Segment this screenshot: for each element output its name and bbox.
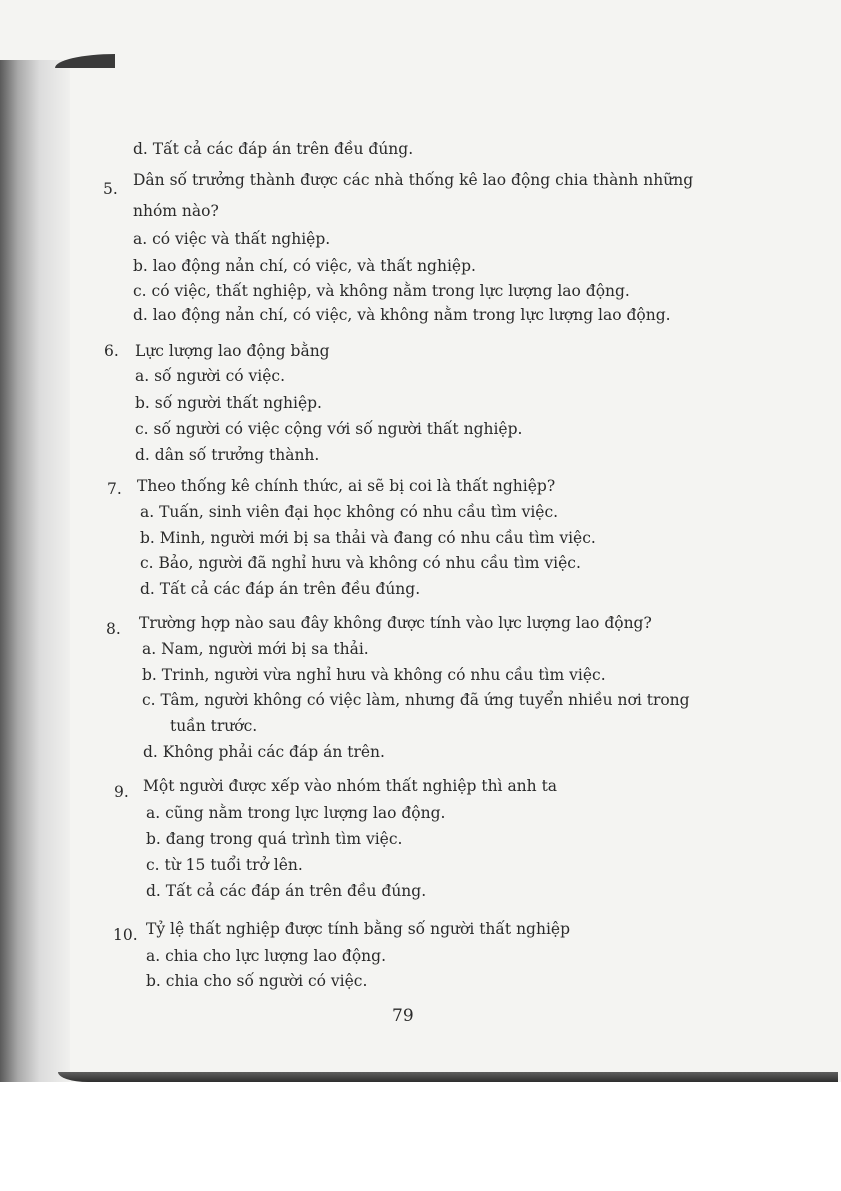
q6-option-c: c. số người có việc cộng với số người thất nghiệp. bbox=[135, 420, 523, 438]
q9-option-a: a. cũng nằm trong lực lượng lao động. bbox=[146, 804, 446, 822]
q9-stem: Một người được xếp vào nhóm thất nghiệp thì anh ta bbox=[143, 777, 558, 795]
q8-option-c-line2: tuần trước. bbox=[170, 717, 258, 735]
q7-stem: Theo thống kê chính thức, ai sẽ bị coi là thất nghiệp? bbox=[137, 477, 556, 495]
q10-number: 10. bbox=[113, 926, 138, 944]
q4-option-d: d. Tất cả các đáp án trên đều đúng. bbox=[133, 140, 414, 158]
q5-option-d: d. lao động nản chí, có việc, và không nằm trong lực lượng lao động. bbox=[133, 306, 671, 324]
q7-number: 7. bbox=[107, 480, 122, 498]
q8-option-b: b. Trinh, người vừa nghỉ hưu và không có nhu cầu tìm việc. bbox=[142, 666, 606, 684]
binding-shadow bbox=[0, 60, 70, 1082]
q7-option-b: b. Minh, người mới bị sa thải và đang có nhu cầu tìm việc. bbox=[140, 529, 596, 547]
q6-option-b: b. số người thất nghiệp. bbox=[135, 394, 322, 412]
q6-number: 6. bbox=[104, 342, 119, 360]
q7-option-a: a. Tuấn, sinh viên đại học không có nhu cầu tìm việc. bbox=[140, 503, 559, 521]
q5-number: 5. bbox=[103, 180, 118, 198]
q5-option-a: a. có việc và thất nghiệp. bbox=[133, 230, 331, 248]
q6-option-a: a. số người có việc. bbox=[135, 367, 285, 385]
q7-option-d: d. Tất cả các đáp án trên đều đúng. bbox=[140, 580, 421, 598]
q5-option-c: c. có việc, thất nghiệp, và không nằm trong lực lượng lao động. bbox=[133, 282, 630, 300]
q9-number: 9. bbox=[114, 783, 129, 801]
page-number: 79 bbox=[392, 1006, 414, 1026]
q7-option-c: c. Bảo, người đã nghỉ hưu và không có nhu cầu tìm việc. bbox=[140, 554, 581, 572]
page-curl-edge bbox=[55, 54, 115, 68]
q10-option-b: b. chia cho số người có việc. bbox=[146, 972, 368, 990]
q5-option-b: b. lao động nản chí, có việc, và thất nghiệp. bbox=[133, 257, 476, 275]
q9-option-b: b. đang trong quá trình tìm việc. bbox=[146, 830, 403, 848]
q6-stem: Lực lượng lao động bằng bbox=[135, 342, 330, 360]
q8-option-d: d. Không phải các đáp án trên. bbox=[143, 743, 385, 761]
q8-stem: Trường hợp nào sau đây không được tính vào lực lượng lao động? bbox=[139, 614, 652, 632]
q9-option-d: d. Tất cả các đáp án trên đều đúng. bbox=[146, 882, 427, 900]
q9-option-c: c. từ 15 tuổi trở lên. bbox=[146, 856, 303, 874]
q8-number: 8. bbox=[106, 620, 121, 638]
scan-bottom-edge bbox=[58, 1072, 838, 1082]
q10-stem: Tỷ lệ thất nghiệp được tính bằng số người thất nghiệp bbox=[146, 920, 571, 938]
q5-stem-line2: nhóm nào? bbox=[133, 202, 219, 220]
q10-option-a: a. chia cho lực lượng lao động. bbox=[146, 947, 387, 965]
scan-margin bbox=[0, 1082, 841, 1191]
q6-option-d: d. dân số trưởng thành. bbox=[135, 446, 320, 464]
q5-stem-line1: Dân số trưởng thành được các nhà thống kê lao động chia thành những bbox=[133, 171, 694, 189]
q8-option-c-line1: c. Tâm, người không có việc làm, nhưng đã ứng tuyển nhiều nơi trong bbox=[142, 691, 690, 709]
q8-option-a: a. Nam, người mới bị sa thải. bbox=[142, 640, 369, 658]
